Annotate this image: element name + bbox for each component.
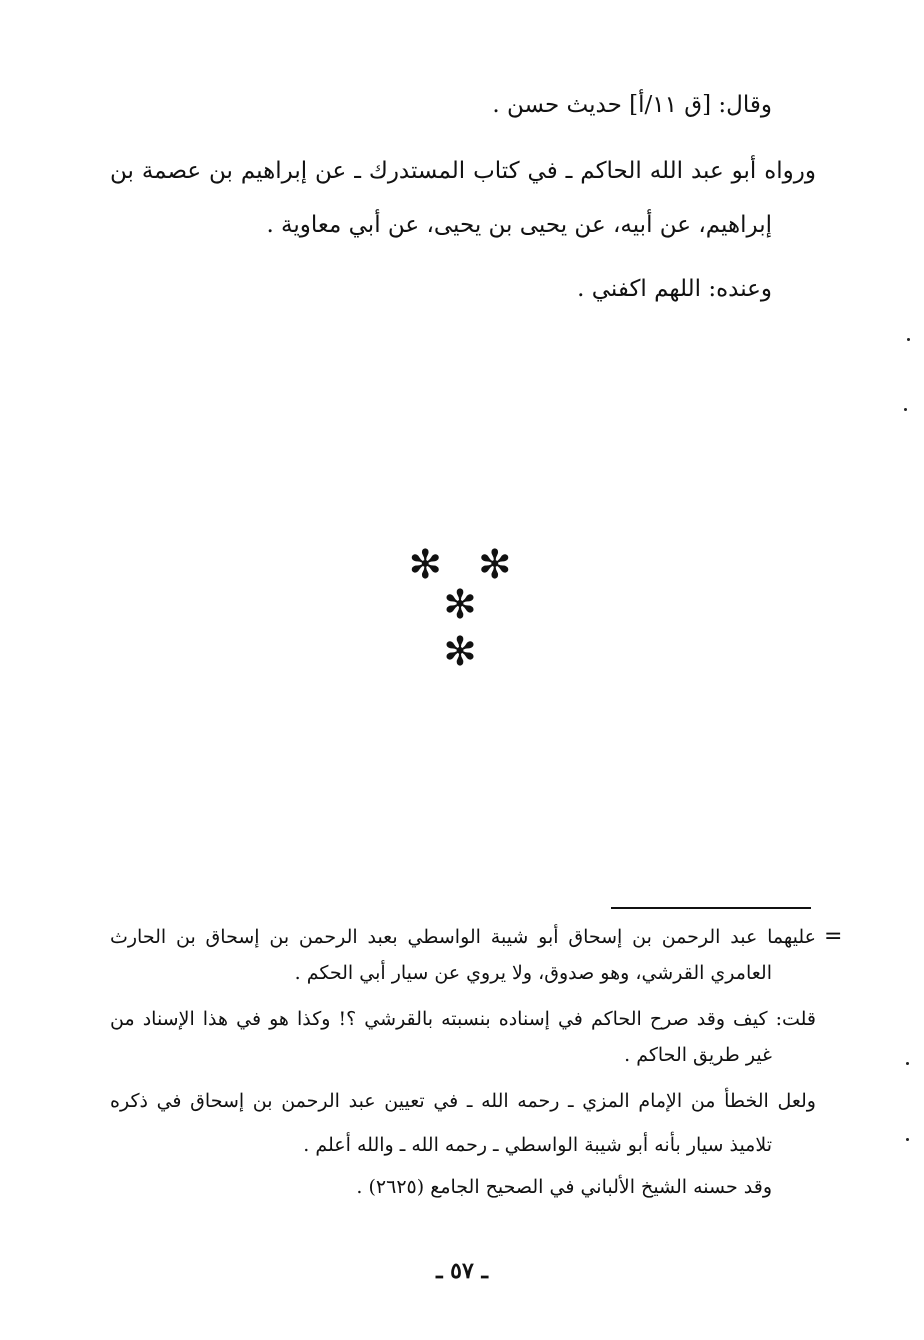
footnote-line: ولعل الخطأ من الإمام المزي ـ رحمه الله ـ في تعيين عبد الرحمن بن إسحاق في ذكره <box>110 1090 816 1112</box>
page-number: ـ ٥٧ ـ <box>436 1258 488 1284</box>
footnote-line: وقد حسنه الشيخ الألباني في الصحيح الجامع (٢٦٢٥) . <box>356 1176 772 1198</box>
footnote-line: غير طريق الحاكم . <box>624 1044 772 1066</box>
section-separator-stars <box>420 629 500 675</box>
scan-speck <box>904 408 907 411</box>
section-separator-stars <box>360 542 560 628</box>
footnote-line: قلت: كيف وقد صرح الحاكم في إسناده بنسبته بالقرشي ؟! وكذا هو في هذا الإسناد من <box>110 1008 816 1030</box>
asterisk-ornament-icon: ✻ <box>408 542 442 588</box>
asterisk-ornament-icon: ✻ <box>443 582 477 628</box>
main-text-line: ورواه أبو عبد الله الحاكم ـ في كتاب المستدرك ـ عن إبراهيم بن عصمة بن <box>110 158 816 184</box>
footnote-rule <box>611 907 811 909</box>
scan-speck <box>906 1138 909 1141</box>
footnote-continuation-mark: = <box>824 924 843 949</box>
footnote-line: عليهما عبد الرحمن بن إسحاق أبو شيبة الواسطي بعبد الرحمن بن إسحاق بن الحارث <box>110 926 817 948</box>
footnote-line: العامري القرشي، وهو صدوق، ولا يروي عن سيار أبي الحكم . <box>294 962 772 984</box>
main-text-line: وعنده: اللهم اكفني . <box>577 276 772 302</box>
main-text-line: وقال: [ق ١١/أ] حديث حسن . <box>492 92 772 118</box>
scan-speck <box>907 338 910 341</box>
scan-speck <box>906 1062 909 1065</box>
main-text-line: إبراهيم، عن أبيه، عن يحيى بن يحيى، عن أبي معاوية . <box>266 212 772 238</box>
footnote-line: تلاميذ سيار بأنه أبو شيبة الواسطي ـ رحمه الله ـ والله أعلم . <box>303 1134 772 1156</box>
asterisk-ornament-icon: ✻ <box>478 542 512 588</box>
asterisk-ornament-icon: ✻ <box>443 629 477 675</box>
